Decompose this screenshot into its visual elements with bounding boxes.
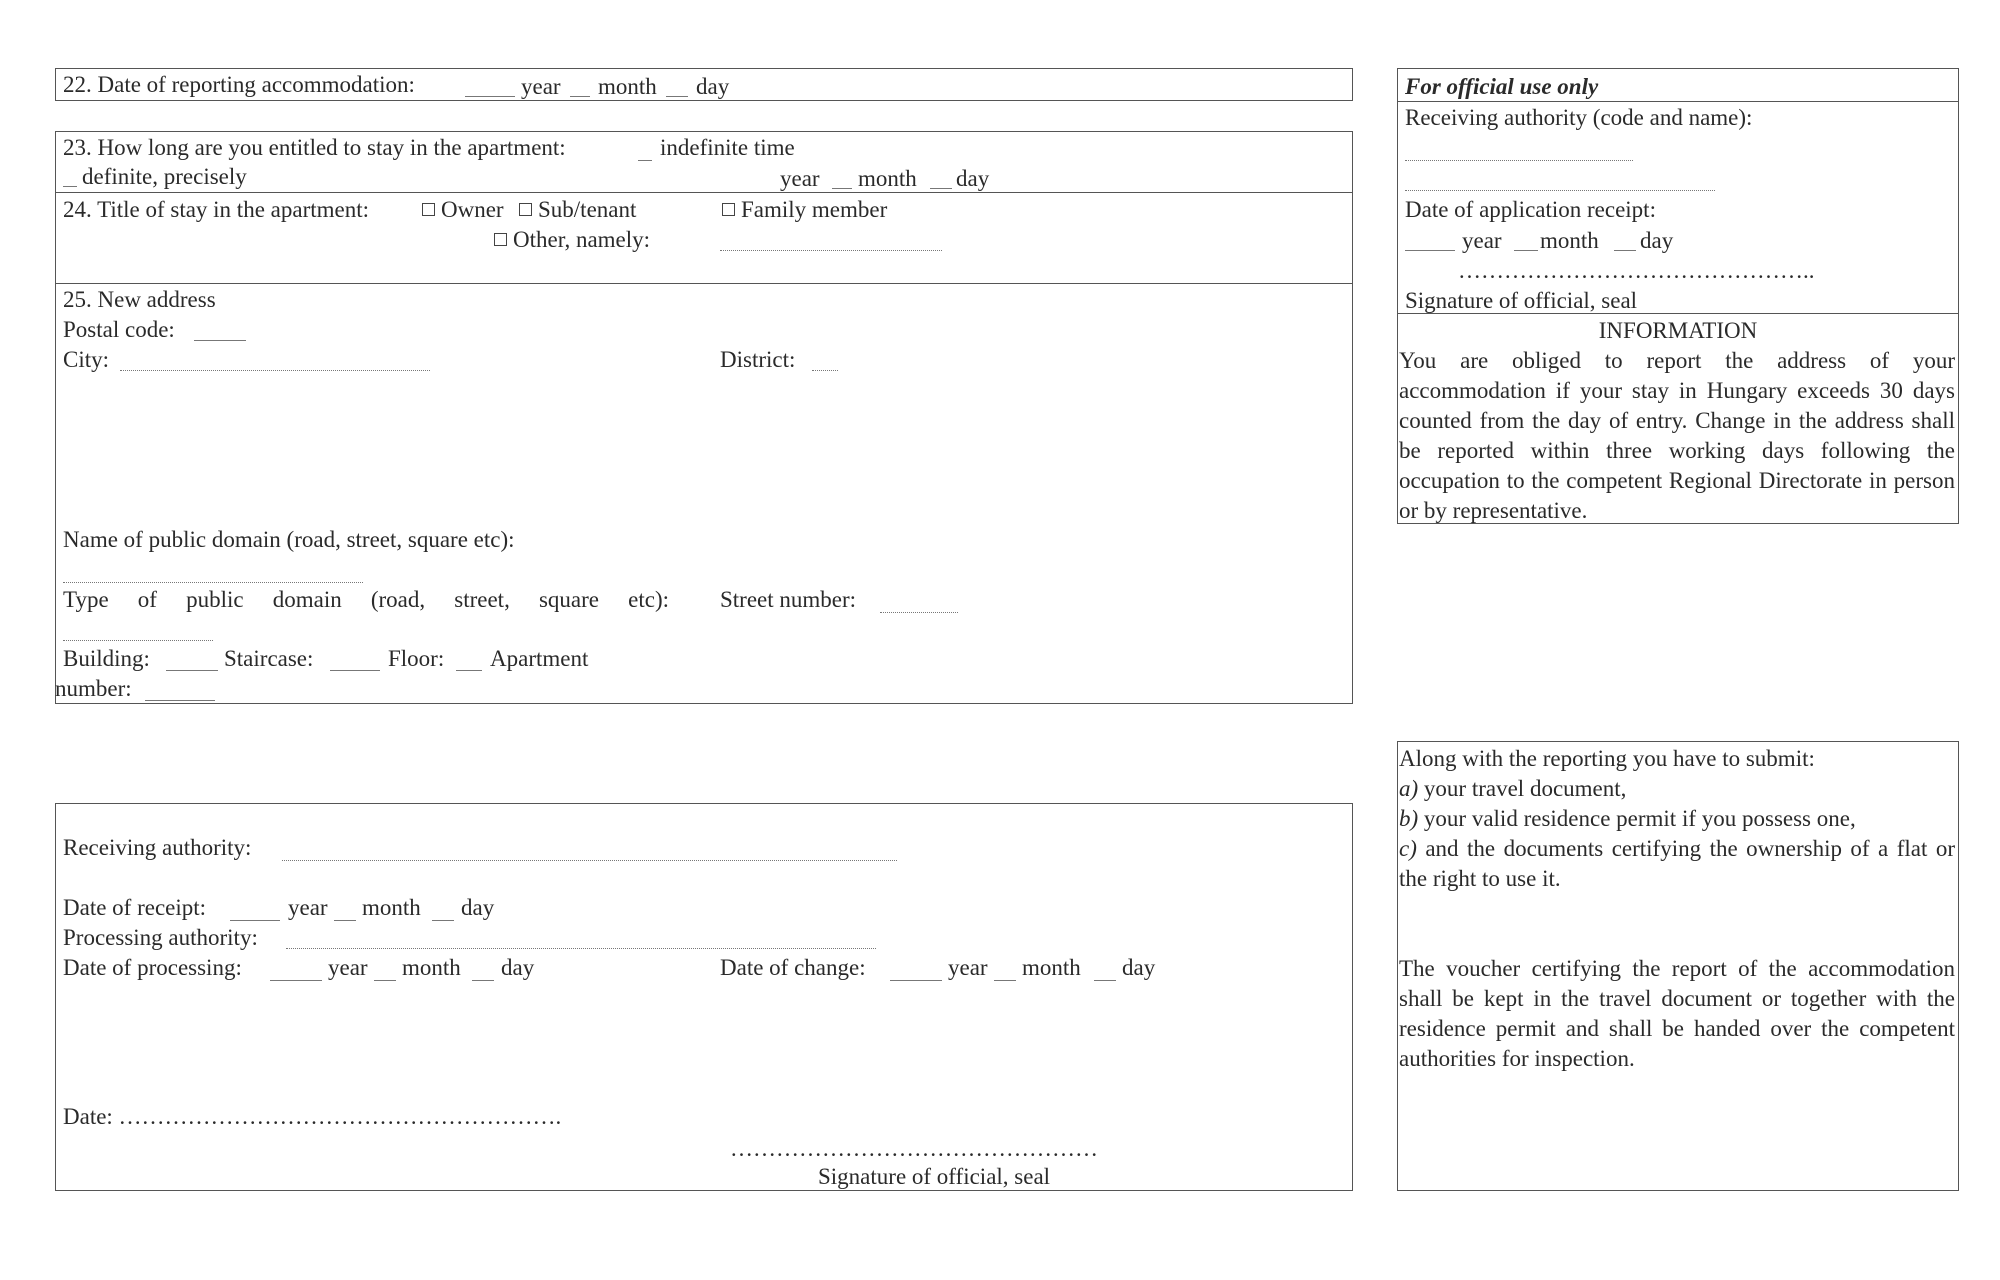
submit-item-b (1399, 804, 1955, 834)
q24-family-label: Family member (741, 197, 888, 222)
q22-day-label: day (696, 74, 730, 99)
proc-processing-authority-label: Processing authority: (63, 925, 258, 950)
submit-item-c (1399, 834, 1955, 894)
q25-street-number-label: Street number: (720, 587, 857, 612)
proc-processing-month-label: month (402, 955, 461, 980)
official-year-label: year (1462, 228, 1502, 253)
proc-receiving-authority-label: Receiving authority: (63, 835, 252, 860)
q23-month-label: month (858, 166, 917, 191)
proc-processing-year-field[interactable] (270, 980, 322, 981)
submit-item-a-text: your travel document, (1423, 776, 1627, 801)
q25-building-field[interactable] (166, 670, 218, 671)
proc-change-month-field[interactable] (994, 980, 1016, 981)
proc-processing-authority-field[interactable] (286, 948, 876, 949)
proc-change-day-field[interactable] (1094, 980, 1116, 981)
proc-receipt-year-field[interactable] (230, 920, 280, 921)
q25-postal-code-field[interactable] (194, 340, 246, 341)
q25-public-domain-type-label: Type of public domain (road, street, square etc): (63, 587, 669, 612)
q25-staircase-label: Staircase: (224, 646, 314, 671)
submit-item-c-text: and the documents certifying the ownership of a flat or the right to use it. (1399, 836, 1956, 891)
q22-year-field[interactable] (465, 96, 515, 97)
official-day-field[interactable] (1614, 250, 1636, 251)
official-day-label: day (1640, 228, 1674, 253)
official-year-field[interactable] (1405, 250, 1455, 251)
q25-district-field[interactable] (812, 370, 838, 371)
q25-floor-label: Floor: (388, 646, 445, 671)
q23-month-field[interactable] (832, 188, 852, 189)
q24-separator (55, 283, 1353, 284)
q23-indefinite-label: indefinite time (660, 135, 795, 160)
official-use-title: For official use only (1405, 74, 1599, 99)
submit-item-b-text: your valid residence permit if you possess one, (1423, 806, 1856, 831)
official-month-label: month (1540, 228, 1599, 253)
official-info-separator (1397, 313, 1959, 314)
official-signature-label: Signature of official, seal (1405, 288, 1638, 313)
q23-separator (55, 192, 1353, 193)
proc-processing-day-label: day (501, 955, 535, 980)
q23-indefinite-check[interactable] (638, 160, 652, 161)
submit-item-a-mark: a) (1399, 776, 1419, 801)
q25-label: 25. New address (63, 287, 216, 312)
q25-apartment-label: Apartment (490, 646, 589, 671)
proc-processing-year-label: year (328, 955, 368, 980)
q25-floor-field[interactable] (456, 670, 482, 671)
q24-other-checkbox[interactable] (494, 233, 507, 246)
q24-subtenant-option[interactable] (515, 195, 636, 225)
proc-change-month-label: month (1022, 955, 1081, 980)
q24-other-label: Other, namely: (513, 227, 651, 252)
proc-change-year-label: year (948, 955, 988, 980)
q24-family-checkbox[interactable] (722, 203, 735, 216)
official-receiving-authority-label: Receiving authority (code and name): (1405, 105, 1753, 130)
proc-receiving-authority-field[interactable] (282, 860, 897, 861)
submit-item-a (1399, 774, 1955, 804)
information-title: INFORMATION (1598, 318, 1758, 343)
proc-processing-month-field[interactable] (374, 980, 396, 981)
voucher-text: The voucher certifying the report of the accommodation shall be kept in the travel document or together with the residence permit and shall be handed over the competent authorities for inspection. (1399, 956, 1955, 1071)
q23-label: 23. How long are you entitled to stay in the apartment: (63, 135, 566, 160)
official-date-receipt-label: Date of application receipt: (1405, 197, 1656, 222)
information-text: You are obliged to report the address of your accommodation if your stay in Hungary exceeds 30 days counted from the day of entry. Change in the address shall be reported within three working days following the occupation to the competent Regional Directorate in person or by representative. (1399, 348, 1955, 523)
q25-building-label: Building: (63, 646, 150, 671)
proc-receipt-year-label: year (288, 895, 328, 920)
q24-other-option[interactable] (490, 225, 650, 255)
q25-public-domain-type-field[interactable] (63, 640, 213, 641)
submit-intro: Along with the reporting you have to submit: (1399, 746, 1815, 771)
q24-family-option[interactable] (718, 195, 887, 225)
q22-label: 22. Date of reporting accommodation: (63, 72, 415, 97)
q25-number-label: number: (55, 676, 132, 701)
q25-district-label: District: (720, 347, 796, 372)
proc-signature-label: Signature of official, seal (818, 1164, 1051, 1189)
q23-day-label: day (956, 166, 990, 191)
submit-item-b-mark: b) (1399, 806, 1419, 831)
q22-year-label: year (521, 74, 561, 99)
q23-definite-label: definite, precisely (82, 164, 247, 189)
proc-receipt-month-label: month (362, 895, 421, 920)
q24-other-field[interactable] (720, 250, 942, 251)
q22-day-field[interactable] (666, 96, 688, 97)
q24-subtenant-label: Sub/tenant (538, 197, 637, 222)
official-receiving-authority-field-1[interactable] (1405, 160, 1633, 161)
q25-street-number-field[interactable] (880, 612, 958, 613)
proc-receipt-day-field[interactable] (432, 920, 454, 921)
proc-receipt-month-field[interactable] (334, 920, 356, 921)
submit-info-text (1399, 744, 1955, 894)
official-receiving-authority-field-2[interactable] (1405, 190, 1715, 191)
proc-date-change-label: Date of change: (720, 955, 866, 980)
submit-item-c-mark: c) (1399, 836, 1417, 861)
q25-public-domain-name-field[interactable] (63, 582, 363, 583)
q23-year-label: year (780, 166, 820, 191)
q24-owner-checkbox[interactable] (422, 203, 435, 216)
official-month-field[interactable] (1514, 250, 1538, 251)
proc-date-receipt-label: Date of receipt: (63, 895, 207, 920)
official-title-separator (1397, 101, 1959, 102)
official-signature-dots: ……………………………………….. (1458, 258, 1815, 283)
q22-month-field[interactable] (570, 96, 590, 97)
proc-date-processing-label: Date of processing: (63, 955, 242, 980)
q25-city-label: City: (63, 347, 110, 372)
proc-processing-day-field[interactable] (472, 980, 494, 981)
q25-city-field[interactable] (120, 370, 430, 371)
proc-receipt-day-label: day (461, 895, 495, 920)
q22-month-label: month (598, 74, 657, 99)
q24-subtenant-checkbox[interactable] (519, 203, 532, 216)
proc-change-day-label: day (1122, 955, 1156, 980)
q25-apartment-number-field[interactable] (145, 700, 215, 701)
q23-day-field[interactable] (930, 188, 952, 189)
q25-staircase-field[interactable] (330, 670, 380, 671)
q25-postal-code-label: Postal code: (63, 317, 175, 342)
q24-owner-option[interactable] (418, 195, 504, 225)
q24-label: 24. Title of stay in the apartment: (63, 197, 369, 222)
q25-public-domain-name-label: Name of public domain (road, street, square etc): (63, 527, 515, 552)
q23-definite-check[interactable] (63, 186, 77, 187)
proc-change-year-field[interactable] (890, 980, 942, 981)
q24-owner-label: Owner (441, 197, 504, 222)
proc-signature-dots[interactable]: ………………………………………… (730, 1136, 1098, 1161)
proc-date-line[interactable]: Date: …………………………………………………. (63, 1104, 562, 1129)
